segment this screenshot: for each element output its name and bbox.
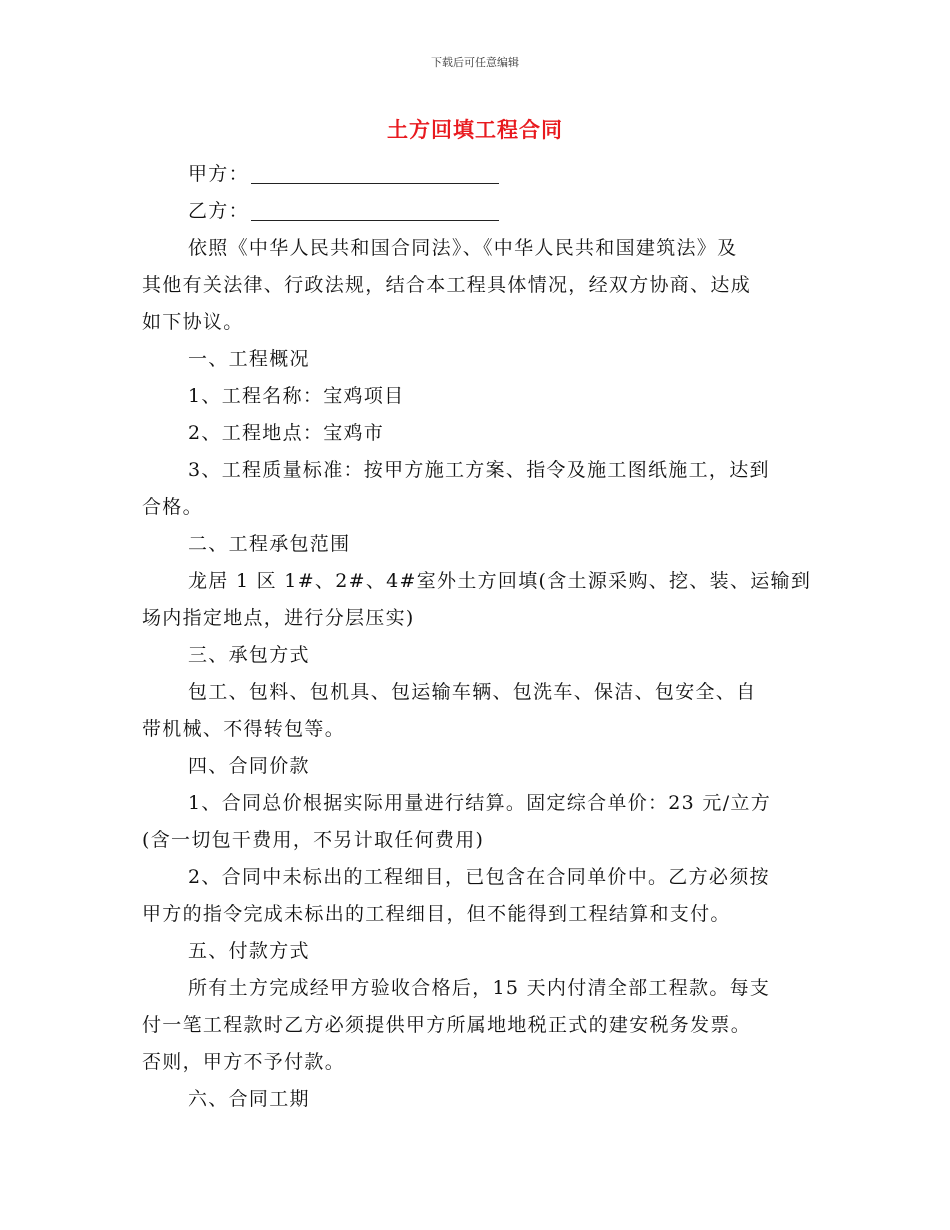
scope-line: 场内指定地点，进行分层压实) xyxy=(142,607,415,629)
price-clause-2-line: 甲方的指令完成未标出的工程细目，但不能得到工程结算和支付。 xyxy=(142,903,731,925)
project-location: 2、工程地点：宝鸡市 xyxy=(188,422,385,444)
party-b-blank xyxy=(251,198,499,221)
party-a-line xyxy=(142,156,810,193)
price-clause-2-line: 2、合同中未标出的工程细目，已包含在合同单价中。乙方必须按 xyxy=(188,866,770,888)
party-a-label: 甲方： xyxy=(188,163,249,185)
scope-line: 龙居 1 区 1#、2#、4#室外土方回填(含土源采购、挖、装、运输到 xyxy=(188,570,812,592)
section-2-heading: 二、工程承包范围 xyxy=(188,533,351,555)
section-5-heading: 五、付款方式 xyxy=(188,940,310,962)
section-4-heading: 四、合同价款 xyxy=(188,755,310,777)
quality-standard-line: 合格。 xyxy=(142,496,203,518)
payment-line: 所有土方完成经甲方验收合格后，15 天内付清全部工程款。每支 xyxy=(188,977,771,999)
section-6-heading: 六、合同工期 xyxy=(188,1088,310,1110)
intro-line: 如下协议。 xyxy=(142,311,244,333)
quality-standard-line: 3、工程质量标准：按甲方施工方案、指令及施工图纸施工，达到 xyxy=(188,459,770,481)
party-b-label: 乙方： xyxy=(188,200,249,222)
intro-line: 其他有关法律、行政法规，结合本工程具体情况，经双方协商、达成 xyxy=(142,274,752,296)
section-3-heading: 三、承包方式 xyxy=(188,644,310,666)
contract-body xyxy=(142,156,810,1118)
intro-line: 依照《中华人民共和国合同法》、《中华人民共和国建筑法》及 xyxy=(188,237,738,259)
section-1-heading: 一、工程概况 xyxy=(188,348,310,370)
contract-method-line: 带机械、不得转包等。 xyxy=(142,718,346,740)
payment-line: 付一笔工程款时乙方必须提供甲方所属地地税正式的建安税务发票。 xyxy=(142,1014,752,1036)
party-a-blank xyxy=(251,161,499,184)
party-b-line xyxy=(142,193,810,230)
payment-line: 否则，甲方不予付款。 xyxy=(142,1051,346,1073)
price-clause-1-line: 1、合同总价根据实际用量进行结算。固定综合单价：23 元/立方 xyxy=(188,792,772,814)
price-clause-1-line: (含一切包干费用，不另计取任何费用) xyxy=(142,829,485,851)
document-title: 土方回填工程合同 xyxy=(387,117,563,142)
project-name: 1、工程名称：宝鸡项目 xyxy=(188,385,405,407)
header-note: 下载后可任意编辑 xyxy=(431,56,519,69)
contract-method-line: 包工、包料、包机具、包运输车辆、包洗车、保洁、包安全、自 xyxy=(188,681,757,703)
